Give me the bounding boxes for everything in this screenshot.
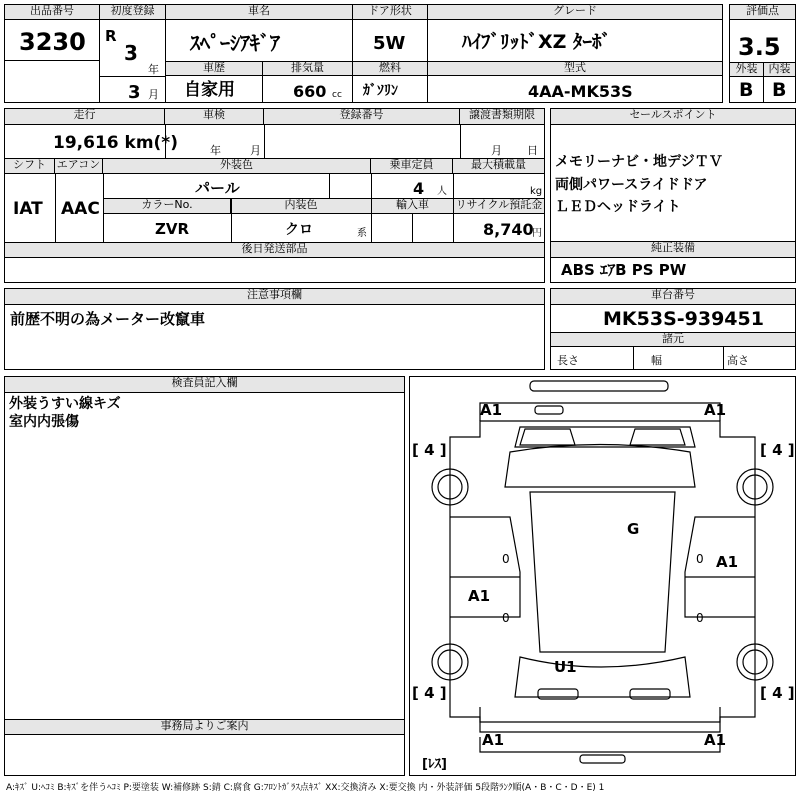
recycle-unit: 円 [532,228,542,239]
int-color-value: クロ [285,222,313,238]
recycle-label: リサイクル預託金 [454,199,544,214]
score-box [729,4,796,63]
later-parts-label: 後日発送部品 [5,243,544,258]
ac-value: AAC [61,199,100,219]
height-label: 高さ [727,354,749,367]
era: R [105,27,117,45]
recycle-value: 8,740 [483,220,534,239]
history-value: 自家用 [184,80,235,100]
color-no-value: ZVR [155,220,190,238]
year-value: 3 [124,41,138,65]
displacement-unit: cc [332,90,342,100]
reg-no-label: 登録番号 [264,109,460,125]
interior-label: 内装 [764,63,795,77]
transfer-label: 譲渡書類期限 [460,109,544,125]
mark-g-roof: G [627,520,640,538]
shift-label: シフト [5,159,55,174]
fuel-value: ｶﾞｿﾘﾝ [363,83,398,99]
score-value: 3.5 [738,33,781,61]
inspection-year-unit: 年 [210,144,221,157]
capacity-label: 乗車定員 [371,159,453,174]
mark-zero-l1: 0 [502,552,510,566]
legend: A:ｷｽﾞ U:ﾍｺﾐ B:ｷｽﾞを伴うﾍｺﾐ P:要塗装 W:補修跡 S:錆 C:腐食 G:ﾌﾛﾝﾄｶﾞﾗｽ点ｷｽﾞ XX:交換済み X:要交換 内・外装評価 5段階ﾗﾝｸ順(A・B・C・D・E) 1 [6,783,605,793]
lot-value: 3230 [19,28,86,56]
interior-box [763,62,796,103]
mark-zero-l2: 0 [502,611,510,625]
row2-left [4,108,545,283]
sales-box [550,108,796,242]
displacement-box [262,61,353,103]
inspection-month-unit: 月 [250,144,261,157]
grade-label: グレード [428,5,722,20]
mark-zero-r1: 0 [696,552,704,566]
grade-box [427,4,723,62]
history-label: 車歴 [166,62,262,76]
car-name-value: ｽﾍﾟｰｼｱｷﾞｱ [190,31,280,55]
color-no-label: カラーNo. [104,199,231,214]
interior-value: B [772,79,787,101]
inspector-line-2: 室内内張傷 [9,414,79,430]
caution-value: 前歴不明の為メーター改竄車 [10,310,206,328]
ext-color-value: パール [195,179,240,197]
equipment-box [550,241,796,283]
car-name-box [165,4,353,62]
equipment-value: ABS ｴｱB PS PW [561,261,687,279]
caution-label: 注意事項欄 [5,289,544,305]
tire-rl: [ 4 ] [412,684,447,702]
mark-a1-rl: A1 [482,731,505,749]
lot-blank [4,60,100,103]
sales-label: セールスポイント [551,109,795,125]
first-reg-box [99,4,166,103]
chassis-value: MK53S-939451 [603,308,764,330]
inspection-label: 車検 [165,109,264,125]
length-label: 長さ [557,354,579,367]
model-value: 4AA-MK53S [528,82,633,101]
import-label: 輸入車 [372,199,453,214]
diagram-box [409,376,796,776]
inspector-line-1: 外装うすい線キズ [9,396,121,412]
inspector-box [4,376,405,720]
sales-point-3: ＬＥＤヘッドライト [555,199,681,215]
tire-fl: [ 4 ] [412,441,447,459]
first-reg-label: 初度登録 [100,5,165,20]
fuel-label: 燃料 [353,62,427,76]
tire-rr: [ 4 ] [760,684,795,702]
car-name-label: 車名 [166,5,352,20]
caution-box [4,288,545,370]
chassis-label: 車台番号 [551,289,795,305]
door-box [352,4,428,62]
lot-label: 出品番号 [5,5,99,20]
mark-a1-rr: A1 [704,731,727,749]
displacement-value: 660 [293,82,327,101]
score-label: 評価点 [730,5,795,20]
mark-zero-r2: 0 [696,611,704,625]
int-color-unit: 系 [357,228,367,239]
fuel-box [352,61,428,103]
sales-point-1: メモリーナビ・地デジＴＶ [555,154,723,170]
ext-color-label: 外装色 [103,159,371,174]
month-unit: 月 [148,88,159,101]
car-body-diagram [410,377,795,775]
load-label: 最大積載量 [453,159,544,174]
history-box [165,61,263,103]
door-label: ドア形状 [353,5,427,20]
transfer-month-unit: 月 [491,144,502,157]
shift-value: IAT [13,199,43,219]
int-color-label: 内装色 [231,199,371,214]
mark-u1-rear: U1 [554,658,577,676]
mark-a1-right: A1 [716,553,739,571]
door-value: 5W [373,33,406,54]
mark-a1-left: A1 [468,587,491,605]
displacement-label: 排気量 [263,62,352,76]
capacity-value: 4 [413,179,425,198]
mileage-label: 走行 [5,109,165,125]
transfer-day-unit: 日 [527,144,538,157]
grade-value: ﾊｲﾌﾞﾘｯﾄﾞXZ ﾀｰﾎﾞ [462,31,612,53]
chassis-box [550,288,796,370]
load-unit: kg [530,186,543,197]
sales-point-2: 両側パワースライドドア [555,177,708,193]
tire-fr: [ 4 ] [760,441,795,459]
mark-a1-fr: A1 [704,401,727,419]
mileage-value: 19,616 km(*) [53,133,178,153]
capacity-unit: 人 [437,186,447,197]
lot-box [4,4,100,61]
month-value: 3 [128,82,141,103]
year-unit: 年 [148,63,159,76]
width-label: 幅 [651,354,662,367]
model-box [427,61,723,103]
office-box [4,719,405,776]
ac-label: エアコン [55,159,103,174]
model-label: 型式 [428,62,722,76]
spare-tire: [ﾚｽ] [422,757,447,772]
exterior-box [729,62,764,103]
equipment-label: 純正装備 [551,242,795,258]
spec-label: 諸元 [551,332,795,347]
exterior-label: 外装 [730,63,763,77]
mark-a1-fl: A1 [480,401,503,419]
inspector-label: 検査員記入欄 [5,377,404,393]
exterior-value: B [739,79,754,101]
office-label: 事務局よりご案内 [5,720,404,735]
